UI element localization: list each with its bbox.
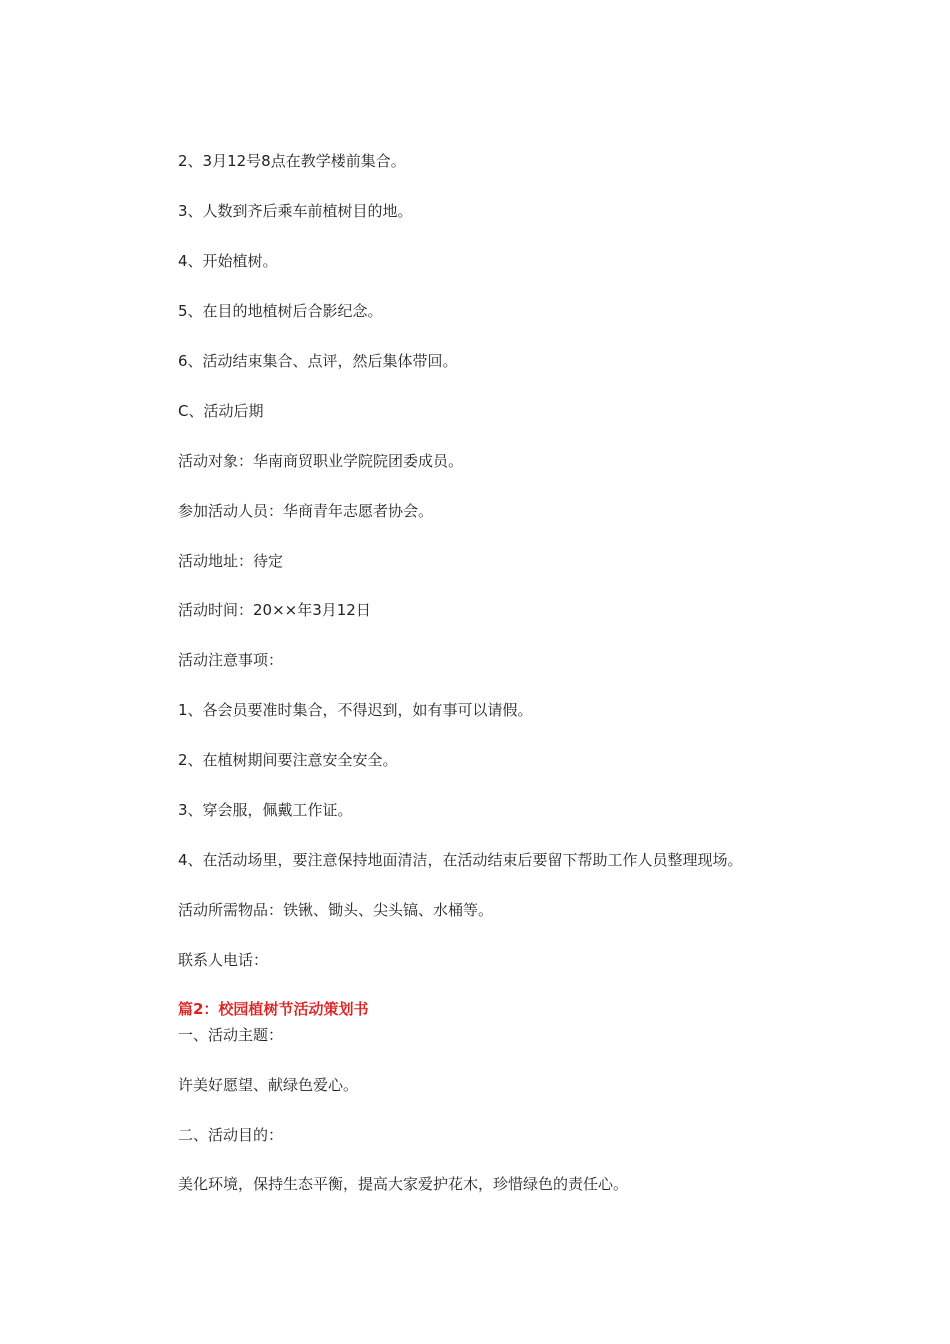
paragraph: 5、在目的地植树后合影纪念。 <box>178 302 383 320</box>
paragraph: 联系人电话： <box>178 951 269 969</box>
paragraph: 4、在活动场里，要注意保持地面清洁，在活动结束后要留下帮助工作人员整理现场。 <box>178 851 743 869</box>
paragraph: 许美好愿望、献绿色爱心。 <box>178 1076 359 1094</box>
section-heading: 篇2：校园植树节活动策划书 <box>178 1000 369 1018</box>
paragraph: 活动对象：华南商贸职业学院院团委成员。 <box>178 452 464 470</box>
paragraph: 美化环境，保持生态平衡，提高大家爱护花木，珍惜绿色的责任心。 <box>178 1175 629 1193</box>
paragraph: C、活动后期 <box>178 402 264 420</box>
paragraph: 活动所需物品：铁锹、锄头、尖头镐、水桶等。 <box>178 901 494 919</box>
paragraph: 活动注意事项： <box>178 651 284 669</box>
paragraph: 6、活动结束集合、点评，然后集体带回。 <box>178 352 458 370</box>
paragraph: 一、活动主题： <box>178 1026 284 1044</box>
paragraph: 2、在植树期间要注意安全安全。 <box>178 751 398 769</box>
paragraph: 活动时间：20××年3月12日 <box>178 601 371 619</box>
paragraph: 参加活动人员：华商青年志愿者协会。 <box>178 502 434 520</box>
paragraph: 活动地址：待定 <box>178 552 284 570</box>
paragraph: 4、开始植树。 <box>178 252 278 270</box>
paragraph: 3、人数到齐后乘车前植树目的地。 <box>178 202 413 220</box>
paragraph: 3、穿会服，佩戴工作证。 <box>178 801 353 819</box>
paragraph: 1、各会员要准时集合，不得迟到，如有事可以请假。 <box>178 701 533 719</box>
paragraph: 2、3月12号8点在教学楼前集合。 <box>178 152 406 170</box>
paragraph: 二、活动目的： <box>178 1126 284 1144</box>
